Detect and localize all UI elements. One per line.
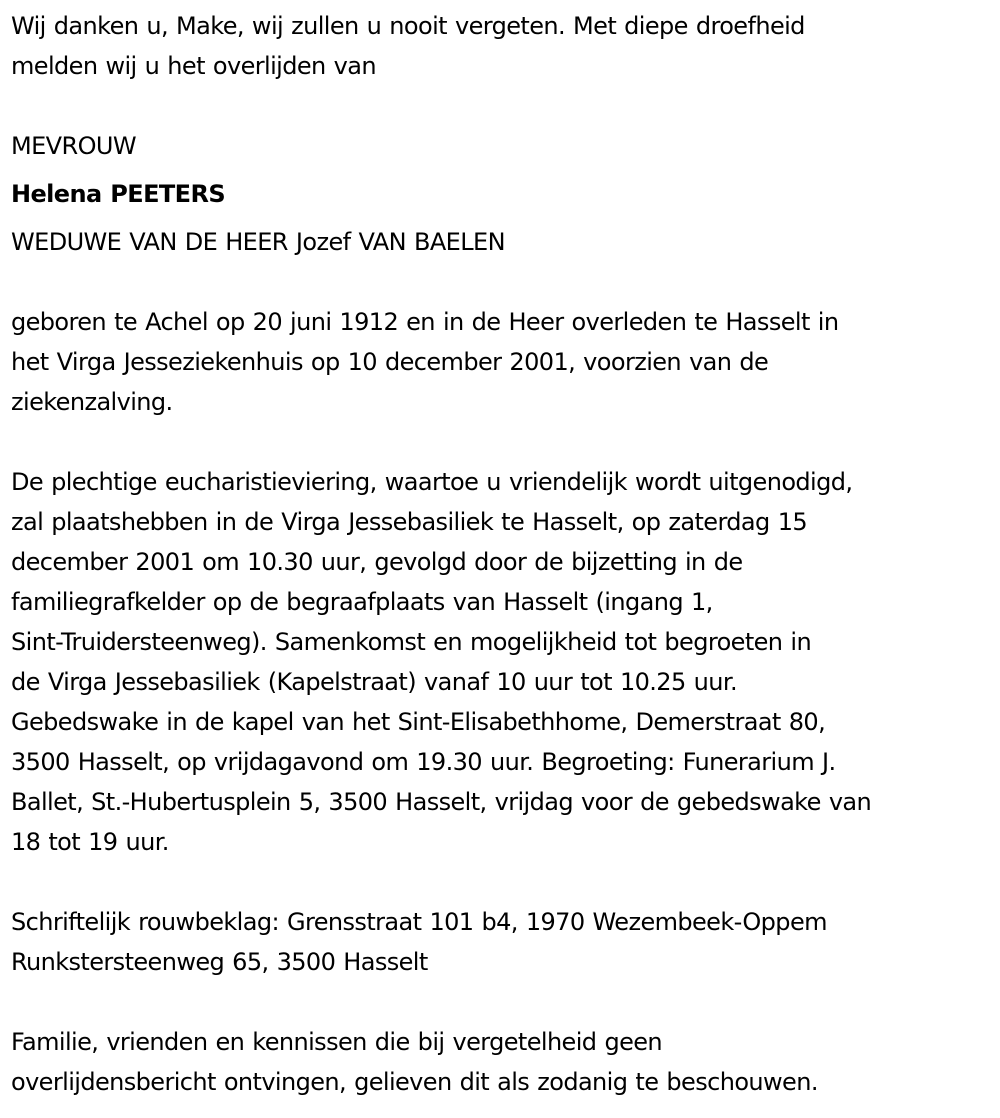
ceremony-line-3: december 2001 om 10.30 uur, gevolgd door de bijzetting in de (11, 548, 743, 576)
intro-line-2: melden wij u het overlijden van (11, 52, 376, 80)
deceased-name: Helena PEETERS (11, 180, 226, 208)
ceremony-line-2: zal plaatshebben in de Virga Jessebasiliek te Hasselt, op zaterdag 15 (11, 508, 808, 536)
ceremony-line-8: 3500 Hasselt, op vrijdagavond om 19.30 uur. Begroeting: Funerarium J. (11, 748, 836, 776)
ceremony-line-10: 18 tot 19 uur. (11, 828, 169, 856)
ceremony-line-6: de Virga Jessebasiliek (Kapelstraat) vanaf 10 uur tot 10.25 uur. (11, 668, 737, 696)
ceremony-line-5: Sint-Truidersteenweg). Samenkomst en mogelijkheid tot begroeten in (11, 628, 812, 656)
birth-death-line-2: het Virga Jesseziekenhuis op 10 december 2001, voorzien van de (11, 348, 769, 376)
closing-line-1: Familie, vrienden en kennissen die bij vergetelheid geen (11, 1028, 663, 1056)
ceremony-line-1: De plechtige eucharistieviering, waartoe u vriendelijk wordt uitgenodigd, (11, 468, 853, 496)
ceremony-line-9: Ballet, St.-Hubertusplein 5, 3500 Hasselt, vrijdag voor de gebedswake van (11, 788, 872, 816)
intro-line-1: Wij danken u, Make, wij zullen u nooit vergeten. Met diepe droefheid (11, 12, 805, 40)
ceremony-line-4: familiegrafkelder op de begraafplaats van Hasselt (ingang 1, (11, 588, 713, 616)
birth-death-line-3: ziekenzalving. (11, 388, 173, 416)
condolences-line-2: Runkstersteenweg 65, 3500 Hasselt (11, 948, 428, 976)
widow-relation: WEDUWE VAN DE HEER Jozef VAN BAELEN (11, 228, 505, 256)
ceremony-line-7: Gebedswake in de kapel van het Sint-Elisabethhome, Demerstraat 80, (11, 708, 826, 736)
birth-death-line-1: geboren te Achel op 20 juni 1912 en in de Heer overleden te Hasselt in (11, 308, 839, 336)
condolences-line-1: Schriftelijk rouwbeklag: Grensstraat 101 b4, 1970 Wezembeek-Oppem (11, 908, 827, 936)
honorific-title: MEVROUW (11, 132, 136, 160)
closing-line-2: overlijdensbericht ontvingen, gelieven dit als zodanig te beschouwen. (11, 1068, 818, 1096)
